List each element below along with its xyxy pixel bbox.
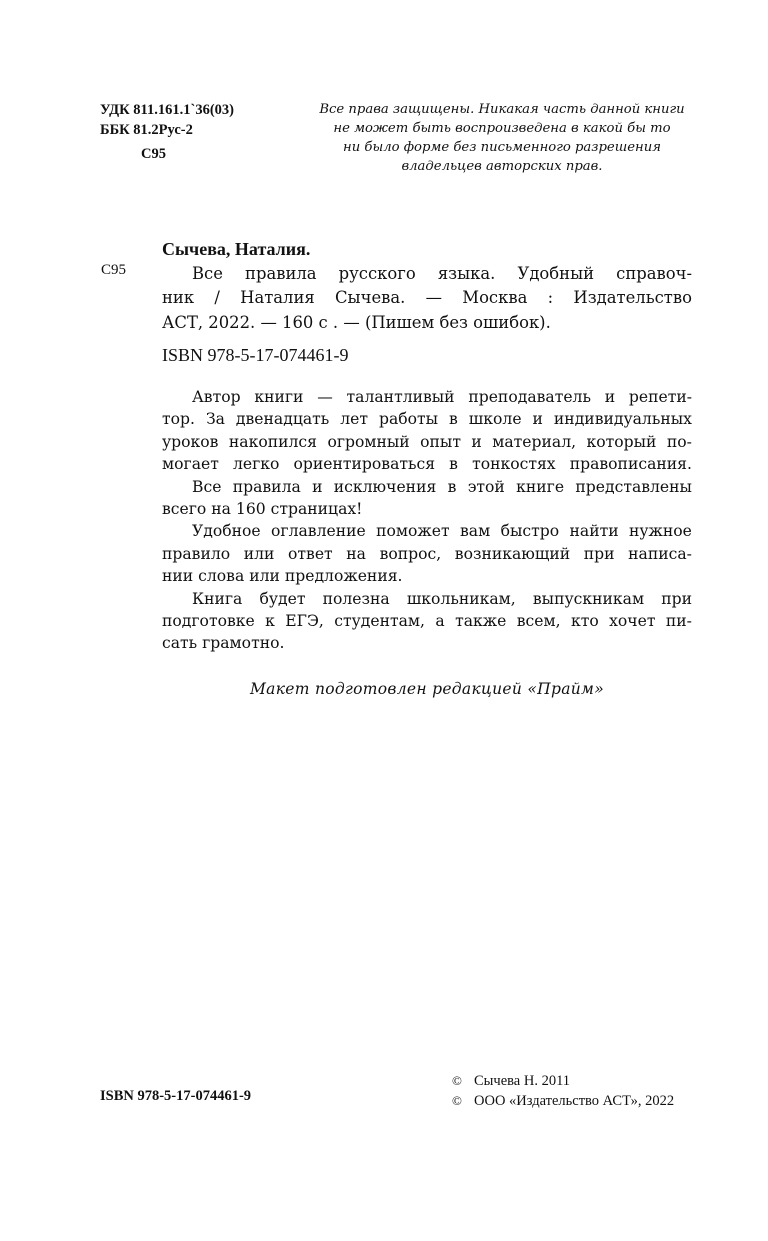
annotation-line: Удобное оглавление поможет вам быстро найти нужное [192, 522, 692, 541]
word: / [214, 288, 220, 307]
copyright-text: Сычева Н. 2011 [474, 1073, 571, 1089]
word: Наталия [240, 288, 315, 307]
rights-line: владельцев авторских прав. [401, 159, 603, 174]
entry-line [162, 286, 692, 311]
copyright-icon: © [452, 1093, 462, 1108]
annotation-line: Автор книги — талантливый преподаватель и репети- [192, 388, 692, 406]
annotation-paragraph [162, 588, 692, 655]
annotation-line: правило или ответ на вопрос, возникающий при написа- [162, 544, 692, 563]
footer-isbn: ISBN 978-5-17-074461-9 [100, 1088, 252, 1104]
annotation-paragraph [162, 520, 692, 587]
catalog-author-mark: С95 [101, 262, 127, 278]
entry-line: АСТ, 2022. — 160 с . — (Пишем без ошибок). [162, 312, 551, 332]
annotation-line: всего на 160 страницах! [162, 500, 363, 519]
word: Издательство [573, 288, 692, 307]
annotation-paragraph [162, 386, 692, 476]
word: Сычева. [335, 288, 406, 307]
word: Удобный [517, 263, 595, 283]
word: правила [245, 263, 317, 283]
bbk-code: ББК 81.2Рус-2 [100, 122, 193, 138]
annotation [162, 386, 692, 655]
isbn: ISBN 978-5-17-074461-9 [162, 345, 349, 365]
annotation-line: Книга будет полезна школьникам, выпускникам при [192, 589, 692, 608]
rights-notice [312, 100, 692, 176]
udk-code: УДК 811.161.1`36(03) [100, 102, 234, 118]
classification-codes [100, 100, 234, 164]
catalog-entry [162, 237, 692, 335]
word: — [425, 288, 443, 307]
word: : [547, 288, 554, 307]
copyright-line [452, 1071, 674, 1091]
annotation-line: сать грамотно. [162, 634, 285, 653]
entry-line [162, 262, 692, 287]
author-name: Сычева, Наталия. [162, 239, 311, 259]
annotation-line: уроков накопился огромный опыт и материал, который по- [162, 432, 692, 451]
copyright-icon: © [452, 1073, 462, 1088]
annotation-line: подготовке к ЕГЭ, студентам, а также всем, кто хочет пи- [162, 612, 692, 631]
word: ник [162, 288, 195, 307]
annotation-paragraph [162, 476, 692, 521]
word: Все [192, 263, 223, 283]
word: языка. [437, 263, 496, 283]
word: справоч- [616, 263, 692, 283]
author-mark: С95 [141, 146, 166, 162]
rights-line: Все права защищены. Никакая часть данной книги [319, 102, 685, 117]
annotation-line: тор. За двенадцать лет работы в школе и индивидуальных [162, 410, 692, 429]
copyright-block [452, 1071, 674, 1111]
rights-line: ни было форме без письменного разрешения [343, 140, 661, 155]
layout-credit: Макет подготовлен редакцией «Прайм» [250, 680, 604, 698]
copyright-line [452, 1091, 674, 1111]
word: Москва [462, 288, 528, 307]
word: русского [338, 263, 416, 283]
annotation-line: нии слова или предложения. [162, 567, 403, 586]
annotation-line: Все правила и исключения в этой книге представлены [192, 477, 692, 496]
annotation-line: могает легко ориентироваться в тонкостях правописания. [162, 455, 692, 474]
copyright-text: ООО «Издательство АСТ», 2022 [474, 1093, 675, 1109]
rights-line: не может быть воспроизведена в какой бы то [333, 121, 671, 136]
